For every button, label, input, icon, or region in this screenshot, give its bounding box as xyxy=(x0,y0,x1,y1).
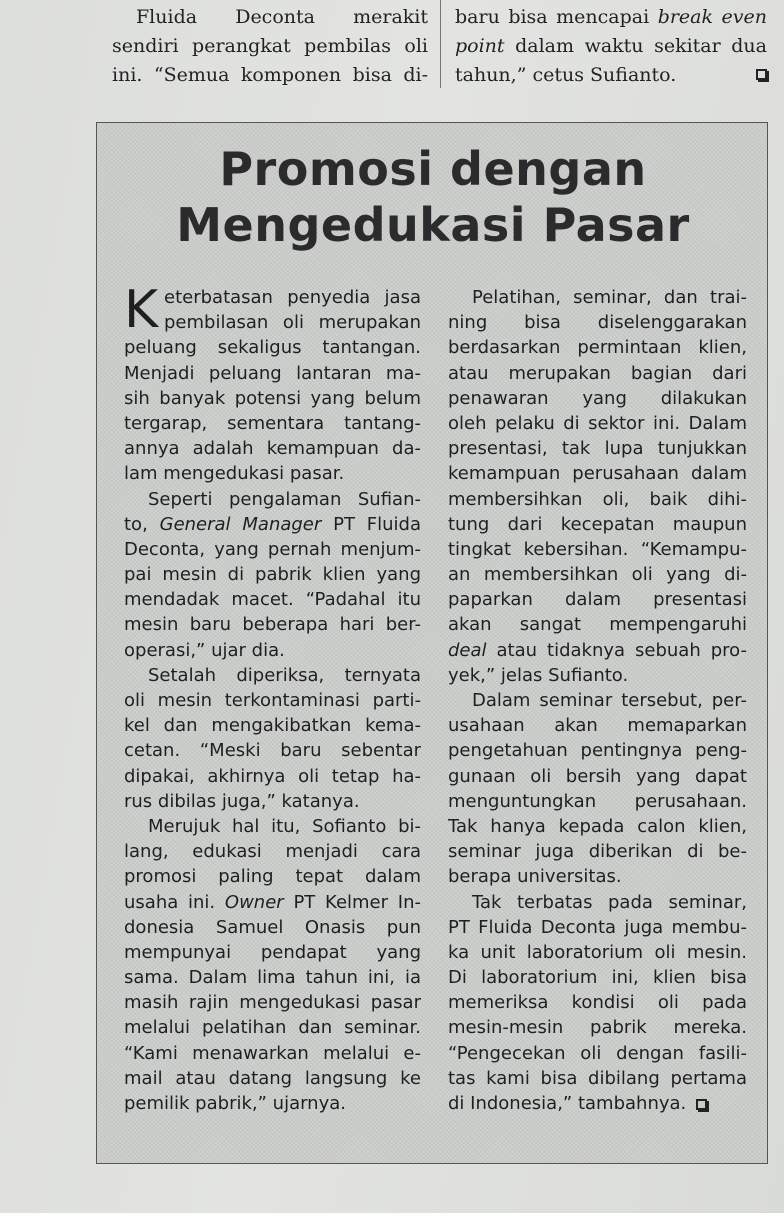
article-left-column xyxy=(124,280,422,1116)
text-line: Dalam seminar tersebut, per- xyxy=(472,690,747,711)
text-line: tung dari kecepatan maupun xyxy=(448,513,747,535)
text-line: berdasarkan permintaan klien, xyxy=(448,337,747,359)
text-line-part: dalam waktu sekitar dua xyxy=(504,35,767,57)
text-line: berapa universitas. xyxy=(448,866,622,888)
text-line: pai mesin di pabrik klien yang xyxy=(124,564,421,586)
text-line: operasi,” ujar dia. xyxy=(124,639,285,661)
sidebar-article-box xyxy=(96,122,768,1164)
text-line: Setalah diperiksa, ternyata xyxy=(148,664,421,686)
text-line: ini. “Semua komponen bisa di- xyxy=(112,64,428,86)
text-line: cetan. “Meski baru sebentar xyxy=(124,740,421,762)
previous-article-left-column xyxy=(112,3,428,90)
text-line: oleh pelaku di sektor ini. Dalam xyxy=(448,412,747,434)
text-line: mempunyai pendapat yang xyxy=(124,941,421,963)
previous-article-right-column xyxy=(455,0,767,90)
text-line: akan sangat mempengaruhi xyxy=(448,614,747,636)
text-line: sama. Dalam lima tahun ini, ia xyxy=(124,967,421,989)
text-line: Pelatihan, seminar, dan trai- xyxy=(472,287,747,308)
text-line: annya adalah kemampuan da- xyxy=(124,438,421,460)
headline-line: Promosi dengan xyxy=(219,142,647,196)
text-line: tas kami bisa dibilang pertama xyxy=(448,1067,747,1089)
italic-term: General Manager xyxy=(159,513,322,535)
text-line: presentasi, tak lupa tunjukkan xyxy=(448,438,747,460)
text-line: Seperti pengalaman Sufian- xyxy=(148,488,421,510)
text-line: mendadak macet. “Padahal itu xyxy=(124,589,421,611)
text-line: tingkat kebersihan. “Kemampu- xyxy=(448,538,747,560)
italic-term: deal xyxy=(448,639,487,661)
text-line: di Indonesia,” tambahnya. xyxy=(448,1091,747,1116)
text-line: to, General Manager PT Fluida xyxy=(124,513,422,535)
text-line: sendiri perangkat pembilas oli xyxy=(112,35,428,57)
text-line: rus dibilas juga,” katanya. xyxy=(124,790,360,812)
text-line: membersihkan oli, baik dihi- xyxy=(448,488,747,510)
text-line xyxy=(455,32,767,61)
previous-article-continuation xyxy=(0,0,784,100)
text-line: gunaan oli bersih yang dapat xyxy=(448,765,747,787)
text-line-part: tahun,” cetus Sufianto. xyxy=(455,64,677,86)
italic-term: Owner xyxy=(224,891,284,913)
text-line: lang, edukasi menjadi cara xyxy=(124,841,421,863)
article-headline xyxy=(97,141,769,253)
text-line: deal atau tidaknya sebuah pro- xyxy=(448,639,747,661)
text-line: oli mesin terkontaminasi parti- xyxy=(124,690,421,711)
text-line: promosi paling tepat dalam xyxy=(124,866,421,888)
text-line: eterbatasan penyedia jasa xyxy=(164,287,421,308)
text-line: Di laboratorium ini, klien bisa xyxy=(448,967,747,989)
text-line: ning bisa diselenggarakan xyxy=(448,312,747,334)
text-line: memeriksa kondisi oli pada xyxy=(448,992,747,1014)
text-line: Tak terbatas pada seminar, xyxy=(472,891,747,913)
column-divider xyxy=(440,0,441,88)
text-line: kel dan mengakibatkan kema- xyxy=(124,715,421,737)
text-line: Deconta, yang pernah menjum- xyxy=(124,538,421,560)
text-line: atau merupakan bagian dari xyxy=(448,362,747,384)
italic-term: break even xyxy=(657,6,767,28)
text-line: penawaran yang dilakukan xyxy=(448,387,747,409)
text-line: PT Fluida Deconta juga membu- xyxy=(448,916,747,938)
text-line: “Kami menawarkan melalui e- xyxy=(124,1042,421,1064)
text-line: mesin baru beberapa hari ber- xyxy=(124,614,421,636)
text-line xyxy=(455,3,767,32)
text-line: Merujuk hal itu, Sofianto bi- xyxy=(148,815,421,837)
text-line: pembilasan oli merupakan xyxy=(164,312,421,334)
text-line: an membersihkan oli yang di- xyxy=(448,564,747,586)
text-line: tergarap, sementara tantang- xyxy=(124,412,421,434)
end-of-article-icon xyxy=(756,69,767,80)
text-line: menguntungkan perusahaan. xyxy=(448,790,747,812)
text-line: masih rajin mengedukasi pasar xyxy=(124,992,421,1014)
text-line: paparkan dalam presentasi xyxy=(448,589,747,611)
article-right-column xyxy=(448,285,747,1116)
drop-cap: K xyxy=(124,280,159,340)
text-line: yek,” jelas Sufianto. xyxy=(448,664,629,686)
text-line: melalui pelatihan dan seminar. xyxy=(124,1017,421,1039)
text-line: usahaan akan memaparkan xyxy=(448,715,747,737)
text-line: mail atau datang langsung ke xyxy=(124,1067,421,1089)
text-line-part: baru bisa mencapai xyxy=(455,6,658,28)
text-line: seminar juga diberikan di be- xyxy=(448,841,747,863)
end-of-article-icon xyxy=(696,1099,707,1110)
text-line: Fluida Deconta merakit xyxy=(136,6,428,28)
text-line: peluang sekaligus tantangan. xyxy=(124,337,421,359)
text-line: dipakai, akhirnya oli tetap ha- xyxy=(124,765,421,787)
text-line: sih banyak potensi yang belum xyxy=(124,387,421,409)
headline-line: Mengedukasi Pasar xyxy=(176,198,690,252)
text-line: lam mengedukasi pasar. xyxy=(124,463,345,485)
text-line: “Pengecekan oli dengan fasili- xyxy=(448,1042,747,1064)
text-line: ka unit laboratorium oli mesin. xyxy=(448,941,747,963)
text-line: usaha ini. Owner PT Kelmer In- xyxy=(124,891,421,913)
text-line: mesin-mesin pabrik mereka. xyxy=(448,1017,747,1039)
text-line: donesia Samuel Onasis pun xyxy=(124,916,421,938)
text-line: kemampuan perusahaan dalam xyxy=(448,463,747,485)
text-line xyxy=(455,61,767,90)
text-line: pemilik pabrik,” ujarnya. xyxy=(124,1093,346,1114)
text-line: Tak hanya kepada calon klien, xyxy=(448,815,747,837)
italic-term: point xyxy=(455,35,505,57)
text-line: Menjadi peluang lantaran ma- xyxy=(124,362,421,384)
text-line: pengetahuan pentingnya peng- xyxy=(448,740,747,762)
